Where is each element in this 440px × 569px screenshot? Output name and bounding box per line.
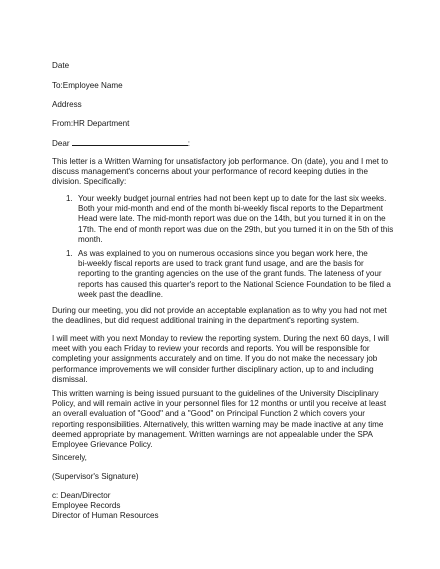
paragraph-line: reporting responsibilities. Alternatively, this written warning may be made inactive at any time [52, 419, 384, 429]
item-line: Your weekly budget journal entries had not been kept up to date for the last six weeks. [78, 194, 387, 203]
signature-line: (Supervisor's Signature) [52, 472, 139, 481]
to-line: To:Employee Name [52, 81, 123, 90]
item-line: 17th. The end of month report was due on the 29th, but you turned it in on the 5th of this [78, 224, 394, 234]
meeting-paragraph [52, 306, 392, 326]
paragraph-line: performance improvements we will consider further disciplinary action, up to and including [52, 364, 374, 374]
cc-line: Employee Records [52, 501, 121, 510]
policy-paragraph [52, 389, 392, 450]
sincerely-line: Sincerely, [52, 453, 87, 462]
salutation-prefix: Dear [52, 139, 72, 148]
paragraph-line: Policy, and will remain active in your personnel files for 12 months or until you receive at least [52, 399, 387, 409]
item-line: bi-weekly fiscal reports are used to track grant fund usage, and are the basis for [78, 259, 364, 269]
item-line: reporting to the granting agencies on the use of the grant funds. The lateness of your [78, 269, 382, 279]
cc-line: c: Dean/Director [52, 491, 111, 500]
item-line: Both your mid-month and end of the month bi-weekly fiscal reports to the Department [78, 204, 384, 214]
paragraph-line: completing your assignments accurately and on time. If you do not make the necessary job [52, 354, 378, 364]
list-number: 1. [66, 249, 73, 258]
list-number: 1. [66, 194, 73, 203]
paragraph-line: dismissal. [52, 374, 88, 384]
item-line: As was explained to you on numerous occasions since you began work here, the [78, 249, 368, 258]
intro-paragraph [52, 157, 392, 188]
paragraph-line: I will meet with you next Monday to review the reporting system. During the next 60 days, I will [52, 334, 389, 343]
paragraph-line: division. Specifically: [52, 177, 127, 187]
from-line: From:HR Department [52, 119, 130, 128]
paragraph-line: meet with you each Friday to review your records and reports. You will be responsible for [52, 344, 370, 354]
salutation-suffix: : [187, 139, 191, 148]
paragraph-line: an overall evaluation of "Good" and a "Good" on Principal Function 2 which covers your [52, 409, 365, 419]
paragraph-line: This written warning is being issued pursuant to the guidelines of the University Disciplinary [52, 389, 379, 398]
item-line: reports has caused this quarter's report to the National Science Foundation to be filed a [78, 279, 391, 289]
paragraph-line: discuss management's concerns about your performance of record keeping duties in the [52, 167, 369, 177]
cc-line: Director of Human Resources [52, 511, 159, 520]
list-item-text [78, 194, 393, 245]
address-line: Address [52, 100, 82, 109]
plan-paragraph [52, 334, 392, 385]
paragraph-line: deemed appropriate by management. Written warnings are not appealable under the SPA [52, 429, 373, 439]
salutation [52, 138, 190, 149]
list-item-text [78, 249, 391, 300]
date-line: Date [52, 61, 70, 70]
item-line: month. [78, 234, 103, 244]
item-line: week past the deadline. [78, 289, 164, 299]
paragraph-line: This letter is a Written Warning for unsatisfactory job performance. On (date), you and I met to [52, 157, 389, 166]
item-line: Head were late. The mid-month report was due on the 14th, but you turned it in on the [78, 214, 386, 224]
paragraph-line: During our meeting, you did not provide an acceptable explanation as to why you had not met [52, 306, 387, 315]
name-blank [72, 138, 191, 148]
paragraph-line: the deadlines, but did request additional training in the department's reporting system. [52, 316, 360, 326]
paragraph-line: Employee Grievance Policy. [52, 440, 153, 450]
